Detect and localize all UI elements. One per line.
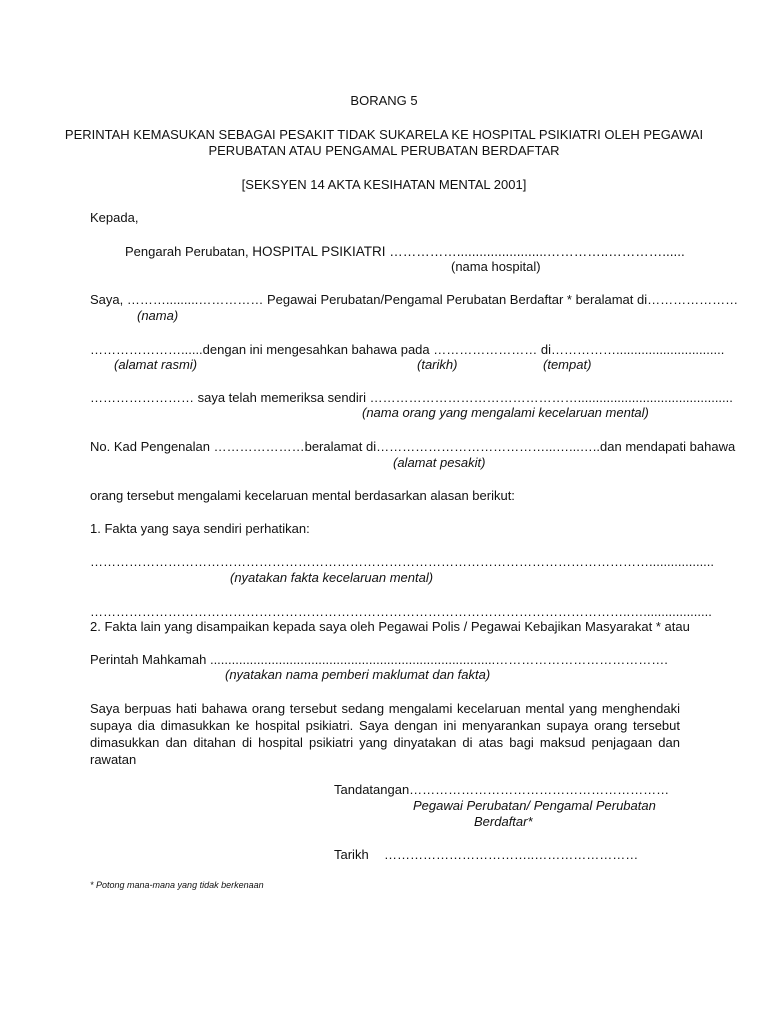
- fact1-label: 1. Fakta yang saya sendiri perhatikan:: [90, 521, 310, 536]
- date-label: Tarikh: [334, 847, 369, 862]
- declaration-line3[interactable]: …………………… saya telah memeriksa sendiri …………………………………………...........................................: [90, 390, 733, 405]
- section-reference: [SEKSYEN 14 AKTA KESIHATAN MENTAL 2001]: [241, 177, 527, 192]
- form-title-line1: PERINTAH KEMASUKAN SEBAGAI PESAKIT TIDAK SUKARELA KE HOSPITAL PSIKIATRI OLEH PEGAWAI: [64, 127, 704, 142]
- declaration-line2[interactable]: …………………......dengan ini mengesahkan bahawa pada …………………… di……………..............................: [90, 342, 725, 357]
- salutation: Kepada,: [90, 210, 139, 225]
- form-title-line2: PERUBATAN ATAU PENGAMAL PERUBATAN BERDAFTAR: [208, 143, 560, 158]
- hint-fakta-kecelaruan: (nyatakan fakta kecelaruan mental): [230, 570, 434, 585]
- hint-patient-name: (nama orang yang mengalami kecelaruan mental): [362, 405, 649, 420]
- signature-role-line2: Berdaftar*: [474, 814, 533, 829]
- hint-hospital-name: (nama hospital): [451, 259, 541, 274]
- footnote: * Potong mana-mana yang tidak berkenaan: [90, 880, 264, 890]
- hint-tempat: (tempat): [543, 357, 592, 372]
- hint-tarikh: (tarikh): [417, 357, 458, 372]
- recipient-hospital[interactable]: HOSPITAL PSIKIATRI ……………........................…………..…………......: [252, 244, 685, 259]
- recipient-line: [125, 244, 685, 259]
- form-number: BORANG 5: [350, 93, 418, 108]
- fact2-line[interactable]: Perintah Mahkamah ...............................................................................………………………………….: [90, 652, 668, 667]
- signature-role-line1: Pegawai Perubatan/ Pengamal Perubatan: [413, 798, 656, 813]
- statement-paragraph: Saya berpuas hati bahawa orang tersebut sedang mengalami kecelaruan mental yang menghendaki supaya dia dimasukkan ke hospital psikiatri. Saya dengan ini menyarankan supaya orang tersebut dimasukkan dan ditahan di hospital psikiatri yang dinyatakan di atas bagi maksud penjagaan dan rawatan: [90, 701, 680, 767]
- fact2-label: 2. Fakta lain yang disampaikan kepada saya oleh Pegawai Polis / Pegawai Kebajikan Masyarakat * atau: [90, 619, 690, 634]
- declaration-line5: orang tersebut mengalami kecelaruan mental berdasarkan alasan berikut:: [90, 488, 515, 503]
- declaration-line1[interactable]: Saya, ……….........…………… Pegawai Perubatan/Pengamal Perubatan Berdaftar * beralamat di…………………: [90, 292, 739, 307]
- recipient-prefix: Pengarah Perubatan,: [125, 244, 249, 259]
- signature-line[interactable]: Tandatangan……………………………………………………: [334, 782, 670, 797]
- date-line[interactable]: ……………………………..……………………: [384, 847, 639, 862]
- hint-nama: (nama): [137, 308, 179, 323]
- fact1-line2[interactable]: ……………………………………………………………………………………………………………..…...................: [90, 604, 712, 619]
- declaration-line4[interactable]: No. Kad Pengenalan …………………beralamat di…………………………………...…...…..dan mendapati bahawa: [90, 439, 736, 454]
- hint-pemberi-maklumat: (nyatakan nama pemberi maklumat dan fakta): [225, 667, 491, 682]
- hint-alamat-pesakit: (alamat pesakit): [393, 455, 486, 470]
- hint-alamat-rasmi: (alamat rasmi): [114, 357, 198, 372]
- fact1-line[interactable]: …………………………………………………………………………………………………………………..................: [90, 554, 715, 569]
